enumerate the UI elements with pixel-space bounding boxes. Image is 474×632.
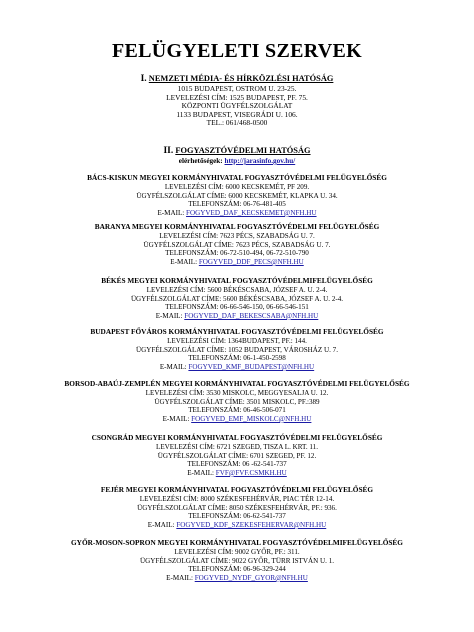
office-line: ÜGYFÉLSZOLGÁLAT CÍME: 7623 PÉCS, SZABADSÁG U. 7.	[143, 240, 331, 249]
office-line: LEVELEZÉSI CÍM: 6000 KECSKEMÉT, PF 209.	[164, 183, 310, 191]
email-label: E-MAIL:	[166, 573, 193, 582]
section-line: KÖZPONTI ÜGYFÉLSZOLGÁLAT	[181, 101, 293, 111]
office-name: BARANYA MEGYEI KORMÁNYHIVATAL FOGYASZTÓVÉDELMI FELÜGYELŐSÉG	[94, 222, 380, 231]
office-email-line	[0, 521, 474, 530]
office-name: CSONGRÁD MEGYEI KORMÁNYHIVATAL FOGYASZTÓVÉDELMI FELÜGYELŐSÉG	[91, 433, 383, 442]
email-label: E-MAIL:	[147, 520, 175, 529]
office-line: ÜGYFÉLSZOLGÁLAT CÍME: 1052 BUDAPEST, VÁROSHÁZ U. 7.	[136, 345, 338, 354]
office-block	[0, 276, 474, 320]
section-line: TEL.: 061/468-0500	[206, 118, 268, 128]
office-line: LEVELEZÉSI CÍM: 1364BUDAPEST, PF.: 144.	[167, 337, 307, 345]
email-label: E-MAIL:	[159, 362, 187, 371]
office-name: BÁCS-KISKUN MEGYEI KORMÁNYHIVATAL FOGYASZTÓVÉDELMI FELÜGYELŐSÉG	[87, 173, 387, 182]
office-name: BUDAPEST FŐVÁROS KORMÁNYHIVATAL FOGYASZTÓVÉDELMI FELÜGYELŐSÉG	[90, 327, 384, 336]
email-link[interactable]: FOGYVED_KMF_BUDAPEST@NFH.HU	[188, 362, 315, 371]
office-line: LEVELEZÉSI CÍM: 5600 BÉKÉSCSABA, JÓZSEF A. U. 2-4.	[146, 286, 328, 294]
office-email-line	[0, 469, 474, 478]
page-title: FELÜGYELETI SZERVEK	[111, 40, 363, 62]
office-line: LEVELEZÉSI CÍM: 6721 SZEGED, TISZA L. KRT. 11.	[156, 443, 318, 451]
office-line: TELEFONSZÁM: 06-62-541-737	[188, 512, 286, 521]
office-line: TELEFONSZÁM: 06-1-450-2598	[188, 354, 286, 363]
email-link[interactable]: FOGYVED_DAF_BEKESCSABA@NFH.HU	[184, 311, 319, 320]
office-line: TELEFONSZÁM: 06-96-329-244	[188, 565, 286, 574]
office-email-line	[0, 312, 474, 321]
section-number: I.	[140, 74, 147, 84]
email-link[interactable]: FOGYVED_NYDF_GYOR@NFH.HU	[194, 573, 308, 582]
office-block	[0, 538, 474, 582]
office-line: ÜGYFÉLSZOLGÁLAT CÍME: 5600 BÉKÉSCSABA, JÓZSEF A. U. 2-4.	[130, 294, 344, 303]
office-line: LEVELEZÉSI CÍM: 3530 MISKOLC, MEGGYESALJA U. 12.	[145, 389, 329, 397]
section-line: 1015 BUDAPEST, OSTROM U. 23-25.	[177, 84, 297, 93]
section-consumer-protection	[0, 145, 474, 166]
email-link[interactable]: FOGYVED_DAF_KECSKEMET@NFH.HU	[186, 208, 317, 217]
section-line: LEVELEZÉSI CÍM: 1525 BUDAPEST, PF. 75.	[166, 92, 308, 102]
email-link[interactable]: FOGYVED_EMF_MISKOLC@NFH.HU	[191, 414, 312, 423]
office-email-line	[0, 363, 474, 372]
office-line: TELEFONSZÁM: 06-46-506-071	[188, 406, 286, 415]
office-line: TELEFONSZÁM: 06-76-481-405	[188, 200, 286, 209]
access-line	[0, 157, 474, 166]
office-line: ÜGYFÉLSZOLGÁLAT CÍME: 3501 MISKOLC, PF.:389	[154, 397, 320, 406]
section-number: II.	[163, 146, 174, 156]
email-label: E-MAIL:	[162, 414, 190, 423]
office-name: BORSOD-ABAÚJ-ZEMPLÉN MEGYEI KORMÁNYHIVATAL FOGYASZTÓVÉDELMI FELÜGYELŐSÉG	[64, 379, 410, 388]
office-name: GYŐR-MOSON-SOPRON MEGYEI KORMÁNYHIVATAL FOGYASZTÓVÉDELMIFELÜGYELŐSÉG	[71, 538, 403, 547]
office-email-line	[0, 258, 474, 267]
email-link[interactable]: FOGYVED_KDF_SZEKESFEHERVAR@NFH.HU	[176, 520, 327, 529]
email-link[interactable]: FOGYVED_DDF_PECS@NFH.HU	[198, 257, 304, 266]
office-line: TELEFONSZÁM: 06-66-546-150, 06-66-546-151	[165, 303, 309, 312]
office-block	[0, 327, 474, 371]
section-line: 1133 BUDAPEST, VISEGRÁDI U. 106.	[176, 109, 298, 119]
section-name: FOGYASZTÓVÉDELMI HATÓSÁG	[175, 146, 311, 155]
office-line: TELEFONSZÁM: 06 -62-541-737	[187, 460, 287, 469]
office-name: BÉKÉS MEGYEI KORMÁNYHIVATAL FOGYASZTÓVÉDELMIFELÜGYELŐSÉG	[101, 276, 373, 285]
office-block	[0, 485, 474, 529]
office-email-line	[0, 415, 474, 424]
access-link[interactable]: http://jarasinfo.gov.hu/	[224, 157, 296, 165]
office-block	[0, 433, 474, 477]
office-block	[0, 222, 474, 266]
section-name: NEMZETI MÉDIA- ÉS HÍRKÖZLÉSI HATÓSÁG	[148, 74, 334, 83]
office-email-line	[0, 209, 474, 218]
access-label: elérhetőségek:	[178, 157, 223, 165]
email-link[interactable]: FVF@FVF.CSMKH.HU	[215, 468, 287, 477]
office-line: ÜGYFÉLSZOLGÁLAT CÍME: 9022 GYŐR, TÜRR ISTVÁN U. 1.	[139, 556, 335, 565]
office-line: ÜGYFÉLSZOLGÁLAT CÍME: 6701 SZEGED, PF. 12.	[157, 451, 317, 460]
section-heading	[0, 145, 474, 157]
email-label: E-MAIL:	[155, 311, 183, 320]
office-line: ÜGYFÉLSZOLGÁLAT CÍME: 6000 KECSKEMÉT, KLAPKA U. 34.	[136, 191, 338, 200]
office-line: TELEFONSZÁM: 06-72-510-494, 06-72-510-790	[165, 249, 309, 258]
email-label: E-MAIL:	[157, 208, 185, 217]
office-line: LEVELEZÉSI CÍM: 7623 PÉCS, SZABADSÁG U. 7.	[159, 232, 315, 240]
email-label: E-MAIL:	[170, 257, 198, 266]
section-media-authority	[0, 73, 474, 128]
office-line: LEVELEZÉSI CÍM: 9002 GYŐR, PF.: 311.	[174, 548, 300, 556]
office-name: FEJÉR MEGYEI KORMÁNYHIVATAL FOGYASZTÓVÉDELMI FELÜGYELŐSÉG	[100, 485, 374, 494]
email-label: E-MAIL:	[187, 468, 214, 477]
office-line: LEVELEZÉSI CÍM: 8000 SZÉKESFEHÉRVÁR, PIAC TÉR 12-14.	[139, 495, 335, 503]
office-block	[0, 379, 474, 423]
office-email-line	[0, 574, 474, 583]
office-line: ÜGYFÉLSZOLGÁLAT CÍME: 8050 SZÉKESFEHÉRVÁR, PF.: 936.	[137, 503, 337, 512]
office-block	[0, 173, 474, 217]
